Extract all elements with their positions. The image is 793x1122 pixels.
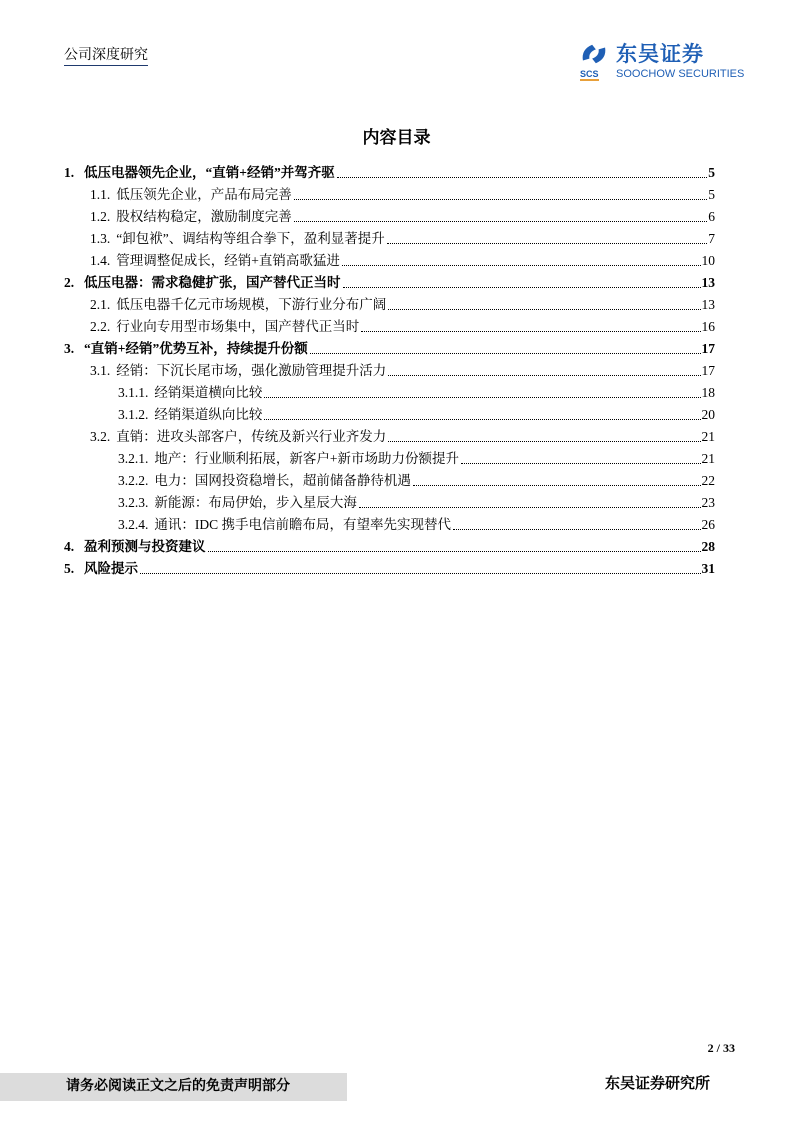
logo-abbr: SCS [580, 69, 599, 79]
toc-entry-title: 经销渠道横向比较 [154, 385, 263, 400]
toc-entry-page: 16 [701, 319, 715, 334]
toc-entry-title: 低压领先企业，产品布局完善 [116, 187, 292, 202]
company-logo [578, 42, 745, 82]
toc-entry-title: 电力：国网投资稳增长，超前储备静待机遇 [154, 473, 411, 488]
toc-entry-page: 31 [701, 561, 715, 576]
table-of-contents [64, 160, 715, 578]
toc-entry-title: 低压电器千亿元市场规模，下游行业分布广阔 [116, 297, 387, 312]
dot-leader [343, 287, 701, 288]
page-number: 2 / 33 [707, 1041, 735, 1055]
toc-entry[interactable] [64, 468, 715, 490]
disclaimer-bar [0, 1073, 347, 1101]
toc-entry-number: 3. [64, 341, 75, 356]
dot-leader [387, 243, 708, 244]
toc-entry[interactable] [64, 358, 715, 380]
toc-entry-page: 21 [701, 429, 715, 444]
toc-entry[interactable] [64, 314, 715, 336]
toc-entry-number: 1. [64, 165, 75, 180]
toc-entry-number: 2.1. [90, 297, 111, 312]
toc-entry-page: 13 [701, 275, 715, 290]
toc-entry-number: 3.1. [90, 363, 111, 378]
toc-entry-title: 股权结构稳定，激励制度完善 [116, 209, 292, 224]
dot-leader [388, 441, 700, 442]
toc-entry-page: 10 [701, 253, 715, 268]
toc-entry[interactable] [64, 556, 715, 578]
dot-leader [361, 331, 700, 332]
toc-entry[interactable] [64, 512, 715, 534]
toc-entry-page: 13 [701, 297, 715, 312]
toc-entry-number: 1.2. [90, 209, 111, 224]
dot-leader [208, 551, 701, 552]
toc-entry-page: 7 [708, 231, 715, 246]
toc-entry[interactable] [64, 204, 715, 226]
dot-leader [310, 353, 701, 354]
toc-entry[interactable] [64, 160, 715, 182]
dot-leader [294, 221, 708, 222]
dot-leader [264, 419, 700, 420]
toc-entry-page: 17 [701, 341, 715, 356]
toc-entry[interactable] [64, 226, 715, 248]
dot-leader [140, 573, 701, 574]
toc-entry-title: 管理调整促成长，经销+直销高歌猛进 [116, 253, 340, 268]
toc-entry-title: 行业向专用型市场集中，国产替代正当时 [116, 319, 360, 334]
dot-leader [388, 375, 700, 376]
report-type-label: 公司深度研究 [64, 47, 148, 66]
toc-entry-page: 22 [701, 473, 715, 488]
toc-entry-number: 3.2.2. [118, 473, 149, 488]
dot-leader [453, 529, 701, 530]
toc-entry-page: 26 [701, 517, 715, 532]
toc-entry[interactable] [64, 182, 715, 204]
dot-leader [294, 199, 708, 200]
toc-entry-page: 21 [701, 451, 715, 466]
dot-leader [337, 177, 708, 178]
toc-entry-page: 20 [701, 407, 715, 422]
toc-entry-title: “直销+经销”优势互补，持续提升份额 [84, 341, 308, 356]
toc-entry-page: 6 [708, 209, 715, 224]
toc-entry[interactable] [64, 336, 715, 358]
logo-en-text: SOOCHOW SECURITIES [616, 68, 745, 80]
toc-entry-number: 1.3. [90, 231, 111, 246]
toc-entry-page: 5 [708, 165, 715, 180]
logo-mark-icon [578, 42, 610, 66]
toc-entry-page: 28 [701, 539, 715, 554]
dot-leader [413, 485, 701, 486]
toc-entry-title: 低压电器领先企业，“直销+经销”并驾齐驱 [84, 165, 335, 180]
toc-entry-number: 3.1.1. [118, 385, 149, 400]
toc-entry-title: 地产：行业顺利拓展，新客户+新市场助力份额提升 [154, 451, 459, 466]
toc-entry-page: 17 [701, 363, 715, 378]
dot-leader [264, 397, 700, 398]
toc-entry-number: 1.1. [90, 187, 111, 202]
toc-entry-number: 2. [64, 275, 75, 290]
toc-entry[interactable] [64, 292, 715, 314]
institute-name: 东吴证券研究所 [605, 1076, 711, 1092]
toc-entry[interactable] [64, 380, 715, 402]
toc-entry-title: “卸包袱”、调结构等组合拳下，盈利显著提升 [116, 231, 385, 246]
toc-entry[interactable] [64, 270, 715, 292]
toc-entry-page: 18 [701, 385, 715, 400]
toc-entry-page: 23 [701, 495, 715, 510]
toc-entry-title: 新能源：布局伊始，步入星辰大海 [154, 495, 357, 510]
toc-entry-number: 2.2. [90, 319, 111, 334]
toc-entry-number: 3.2.3. [118, 495, 149, 510]
logo-cn-text: 东吴证券 [616, 42, 704, 66]
toc-entry-number: 3.2.4. [118, 517, 149, 532]
toc-entry[interactable] [64, 490, 715, 512]
toc-entry[interactable] [64, 534, 715, 556]
toc-entry-title: 风险提示 [84, 561, 138, 576]
toc-entry-number: 3.1.2. [118, 407, 149, 422]
dot-leader [342, 265, 701, 266]
toc-entry-title: 通讯：IDC 携手电信前瞻布局，有望率先实现替代 [154, 517, 451, 532]
toc-entry-number: 5. [64, 561, 75, 576]
toc-entry[interactable] [64, 446, 715, 468]
toc-entry-number: 3.2.1. [118, 451, 149, 466]
dot-leader [461, 463, 701, 464]
toc-entry[interactable] [64, 424, 715, 446]
toc-entry-title: 直销：进攻头部客户，传统及新兴行业齐发力 [116, 429, 387, 444]
toc-title: 内容目录 [362, 128, 431, 147]
toc-entry[interactable] [64, 402, 715, 424]
toc-entry-title: 经销渠道纵向比较 [154, 407, 263, 422]
toc-entry-number: 4. [64, 539, 75, 554]
toc-entry-page: 5 [708, 187, 715, 202]
toc-entry-title: 经销：下沉长尾市场，强化激励管理提升活力 [116, 363, 387, 378]
toc-entry[interactable] [64, 248, 715, 270]
dot-leader [359, 507, 701, 508]
disclaimer-text: 请务必阅读正文之后的免责声明部分 [66, 1079, 290, 1094]
dot-leader [388, 309, 700, 310]
toc-entry-title: 低压电器：需求稳健扩张，国产替代正当时 [84, 275, 341, 290]
toc-entry-title: 盈利预测与投资建议 [84, 539, 206, 554]
toc-entry-number: 3.2. [90, 429, 111, 444]
toc-entry-number: 1.4. [90, 253, 111, 268]
